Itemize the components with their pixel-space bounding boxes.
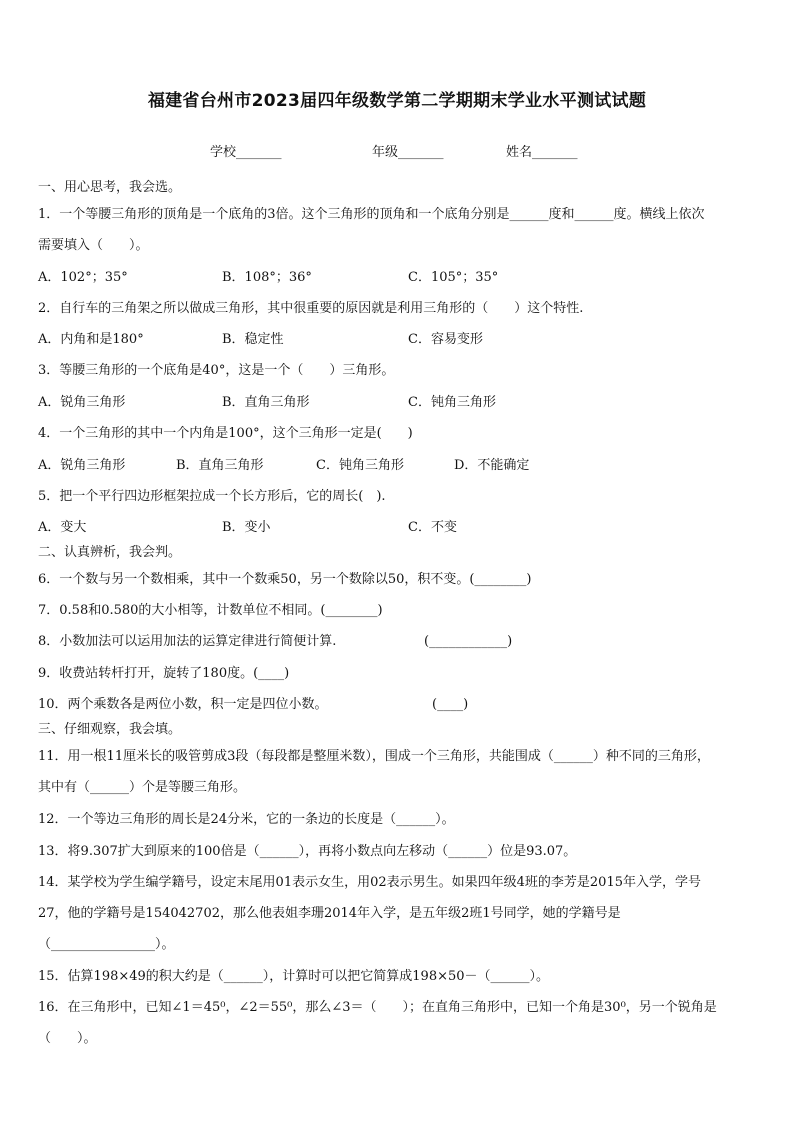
question-8-answer-blank: (____________) — [424, 634, 513, 649]
question-14-line-3: （________________）。 — [38, 937, 175, 952]
page-title: 福建省台州市2023届四年级数学第二学期期末学业水平测试试题 — [147, 91, 647, 111]
question-3-option-a: A．锐角三角形 — [38, 395, 126, 410]
grade-field: 年级_______ — [372, 145, 444, 160]
question-16-line-2: （ ）。 — [38, 1031, 97, 1046]
question-2-option-b: B．稳定性 — [222, 332, 284, 347]
question-3: 3．等腰三角形的一个底角是40°，这是一个（ ）三角形。 — [38, 363, 395, 378]
question-14-line-2: 27，他的学籍号是154042702，那么他表姐李珊2014年入学，是五年级2班1号同学，她的学籍号是 — [38, 906, 621, 921]
question-15: 15．估算198×49的积大约是（______），计算时可以把它简算成198×50－（______）。 — [38, 969, 550, 984]
question-5: 5．把一个平行四边形框架拉成一个长方形后，它的周长( ). — [38, 489, 386, 504]
question-2-option-c: C．容易变形 — [408, 332, 483, 347]
question-5-option-c: C．不变 — [408, 520, 457, 535]
section-heading-3: 三、仔细观察，我会填。 — [38, 722, 182, 737]
question-4-option-c: C．钝角三角形 — [316, 458, 404, 473]
question-13: 13．将9.307扩大到原来的100倍是（______），再将小数点向左移动（______）位是93.07。 — [38, 844, 577, 859]
question-5-option-b: B．变小 — [222, 520, 271, 535]
question-14-line-1: 14．某学校为学生编学籍号，设定末尾用01表示女生，用02表示男生。如果四年级4班的李芳是2015年入学，学号 — [38, 875, 701, 890]
question-16-line-1: 16．在三角形中，已知∠1＝45⁰，∠2＝55⁰，那么∠3＝（ ）；在直角三角形中，已知一个角是30⁰，另一个锐角是 — [38, 1000, 717, 1015]
question-9: 9．收费站转杆打开，旋转了180度。(____) — [38, 666, 290, 681]
question-2: 2．自行车的三角架之所以做成三角形，其中很重要的原因就是利用三角形的（ ）这个特性. — [38, 301, 584, 316]
school-field: 学校_______ — [210, 145, 282, 160]
question-2-option-a: A．内角和是180° — [38, 332, 144, 347]
question-3-option-b: B．直角三角形 — [222, 395, 310, 410]
question-3-option-c: C．钝角三角形 — [408, 395, 496, 410]
question-1-option-c: C．105°；35° — [408, 270, 499, 285]
question-1-option-b: B．108°；36° — [222, 270, 312, 285]
question-10-answer-blank: (____) — [432, 697, 469, 712]
section-heading-1: 一、用心思考，我会选。 — [38, 180, 182, 195]
question-4-option-a: A．锐角三角形 — [38, 458, 126, 473]
section-heading-2: 二、认真辨析，我会判。 — [38, 545, 182, 560]
name-field: 姓名_______ — [506, 145, 578, 160]
question-12: 12．一个等边三角形的周长是24分米，它的一条边的长度是（______）。 — [38, 812, 455, 827]
question-4-option-b: B．直角三角形 — [176, 458, 264, 473]
question-4: 4．一个三角形的其中一个内角是100°，这个三角形一定是( ) — [38, 426, 413, 441]
question-7: 7．0.58和0.580的大小相等，计数单位不相同。(________) — [38, 603, 383, 618]
question-1-line-2: 需要填入（ ）。 — [38, 238, 149, 253]
question-4-option-d: D．不能确定 — [454, 458, 530, 473]
question-8: 8．小数加法可以运用加法的运算定律进行简便计算. — [38, 634, 337, 649]
question-1-line-1: 1．一个等腰三角形的顶角是一个底角的3倍。这个三角形的顶角和一个底角分别是______度和______度。横线上依次 — [38, 207, 705, 222]
question-11-line-2: 其中有（______）个是等腰三角形。 — [38, 780, 247, 795]
question-11-line-1: 11．用一根11厘米长的吸管剪成3段（每段都是整厘米数），围成一个三角形，共能围成（______）种不同的三角形， — [38, 749, 710, 764]
question-5-option-a: A．变大 — [38, 520, 87, 535]
question-10: 10．两个乘数各是两位小数，积一定是四位小数。 — [38, 697, 328, 712]
question-6: 6．一个数与另一个数相乘，其中一个数乘50，另一个数除以50，积不变。(________) — [38, 572, 532, 587]
question-1-option-a: A．102°；35° — [38, 270, 128, 285]
